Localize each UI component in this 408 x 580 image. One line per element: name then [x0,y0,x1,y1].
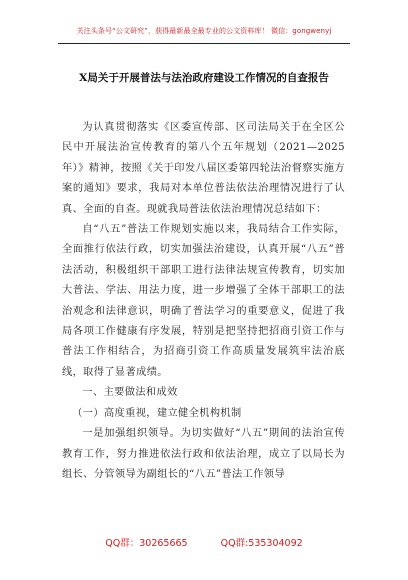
subsection-heading: （一）高度重视，建立健全机构机制 [72,407,242,419]
footer-contact [0,535,408,549]
paragraph-leadership: 一是加强组织领导。为切实做好“八五”期间的法治宣传教育工作，努力推进依法行政和依法治理，成立了以局长为组长、分管领导为副组长的“八五”普法工作领导 [62,428,345,480]
header-promo-note: 关注头条号“公文研究”，获得最新最全最专业的公文资料库！ 微信：gongwenyj [76,27,332,35]
footer-qq-group-1: QQ群：30265665 [105,538,188,549]
header-divider [58,43,350,44]
paragraph-intro: 为认真贯彻落实《区委宣传部、区司法局关于在全区公民中开展法治宣传教育的第八个五年规划（2021—2025年）》精神，按照《关于印发八届区委第四轮法治督察实施方案的通知》要求，我局对本单位普法依法治理情况进行了认真、全面的自查。现就我局普法依法治理情况总结如下： [62,122,345,215]
paragraph-overview: 自“八五”普法工作规划实施以来，我局结合工作实际，全面推行依法行政，切实加强法治建设，认真开展“八五”普法活动，积极组织干部职工进行法律法规宣传教育，切实加大普法、学法、用法力度，进一步增强了全体干部职工的法治观念和法律意识，明确了普法学习的重要意义，促进了我局各项工作健康有序发展，特别是把坚持把招商引资工作与普法工作相结合，为招商引资工作高质量发展筑牢法治底线，取得了显著成绩。 [62,224,345,378]
section-heading: 一、主要做法和成效 [82,387,178,399]
footer-qq-group-2: QQ群:535304092 [220,538,303,549]
document-body [62,118,345,485]
document-title: X局关于开展普法与法治政府建设工作情况的自查报告 [79,72,329,84]
